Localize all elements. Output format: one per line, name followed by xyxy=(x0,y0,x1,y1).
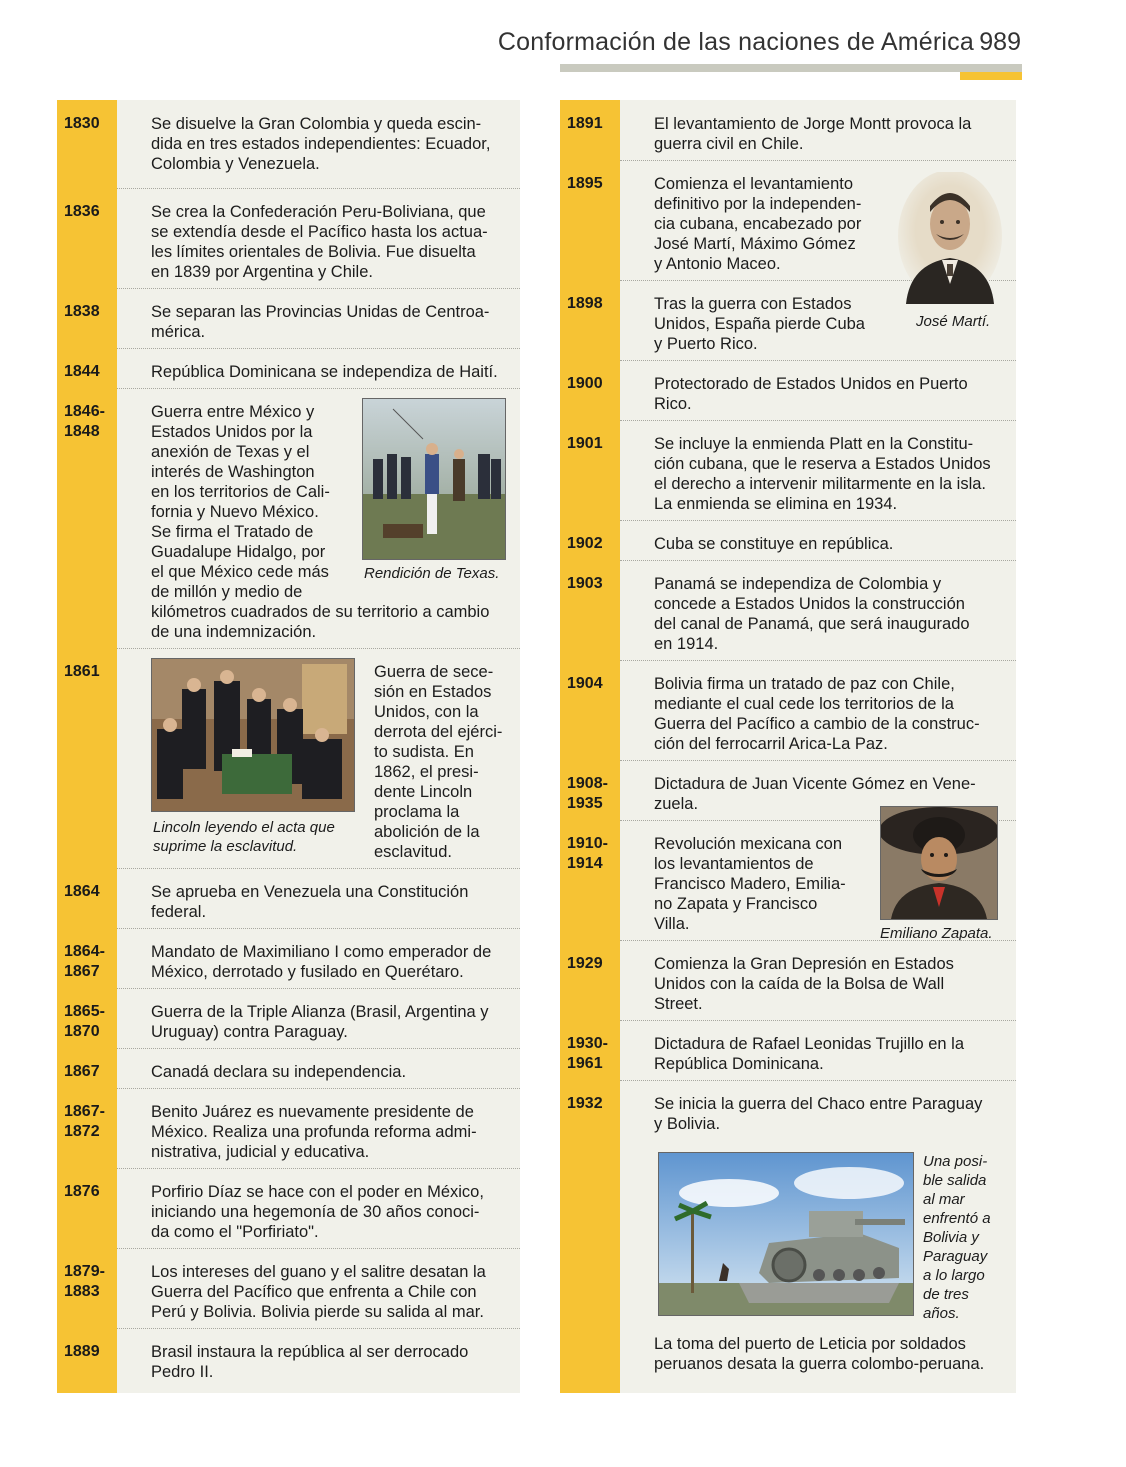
timeline-entry xyxy=(560,420,1016,520)
timeline-entry xyxy=(560,940,1016,1020)
image-caption: Una posi- ble salida al mar enfrentó a Bolivia y Paraguay a lo largo de tres años. xyxy=(923,1153,991,1322)
entry-year: 1901 xyxy=(567,435,603,452)
entry-year: 1932 xyxy=(567,1095,603,1112)
entry-text: Tras la guerra con Estados Unidos, España pierde Cuba y Puerto Rico. xyxy=(654,295,865,353)
timeline-entry xyxy=(57,188,520,288)
entry-year: 1876 xyxy=(64,1183,100,1200)
entry-year: 1929 xyxy=(567,955,603,972)
timeline-entry xyxy=(57,1048,520,1088)
entry-text: Dictadura de Rafael Leonidas Trujillo en la República Dominicana. xyxy=(654,1035,965,1073)
entry-year: 1830 xyxy=(64,115,100,132)
entry-year: 1836 xyxy=(64,203,100,220)
timeline-entry xyxy=(560,100,1016,160)
entry-text: Comienza el levantamiento definitivo por la independen- cia cubana, encabezado por José Martí, Máximo Gómez y Antonio Maceo. xyxy=(654,175,862,273)
entry-year: 1838 xyxy=(64,303,100,320)
entry-year: 1864- 1867 xyxy=(64,943,105,980)
entry-text: Los intereses del guano y el salitre desatan la Guerra del Pacífico que enfrenta a Chile con Perú y Bolivia. Bolivia pierde su salida al mar. xyxy=(151,1263,486,1321)
entry-text: Se incluye la enmienda Platt en la Constitu- ción cubana, que le reserva a Estados Unidos el derecho a intervenir militarmente en la isla. La enmienda se elimina en 1934. xyxy=(654,435,991,513)
entry-year: 1910- 1914 xyxy=(567,835,608,872)
timeline-entry xyxy=(560,820,1016,940)
timeline-entry xyxy=(57,288,520,348)
entry-year: 1908- 1935 xyxy=(567,775,608,812)
entry-year: 1846- 1848 xyxy=(64,403,105,440)
entry-year: 1904 xyxy=(567,675,603,692)
image-caption: Rendición de Texas. xyxy=(364,565,500,582)
timeline-entry xyxy=(57,1168,520,1248)
timeline-entry xyxy=(57,1088,520,1168)
entry-year: 1865- 1870 xyxy=(64,1003,105,1040)
image-caption: Emiliano Zapata. xyxy=(880,925,993,942)
timeline-entry xyxy=(57,348,520,388)
timeline-entry xyxy=(57,1248,520,1328)
entry-text: Se aprueba en Venezuela una Constitución federal. xyxy=(151,883,469,921)
tank-monument-image xyxy=(658,1152,914,1316)
timeline-entry xyxy=(560,560,1016,660)
entry-text: Comienza la Gran Depresión en Estados Unidos con la caída de la Bolsa de Wall Street. xyxy=(654,955,954,1013)
entry-year: 1898 xyxy=(567,295,603,312)
entry-text: Bolivia firma un tratado de paz con Chile, mediante el cual cede los territorios de la Guerra del Pacífico a cambio de la construc- ción del ferrocarril Arica-La Paz. xyxy=(654,675,980,753)
entry-text: Protectorado de Estados Unidos en Puerto Rico. xyxy=(654,375,968,413)
entry-text: Brasil instaura la república al ser derrocado Pedro II. xyxy=(151,1343,469,1381)
entry-year: 1867 xyxy=(64,1063,100,1080)
entry-text: Guerra de sece- sión en Estados Unidos, con la derrota del ejérci- to sudista. En 1862, el presi- dente Lincoln proclama la abolición de la esclavitud. xyxy=(374,663,503,861)
timeline-left xyxy=(57,100,520,1393)
entry-year: 1930- 1961 xyxy=(567,1035,608,1072)
entry-text: Se separan las Provincias Unidas de Centroa- mérica. xyxy=(151,303,490,341)
entry-text: Guerra entre México y Estados Unidos por la anexión de Texas y el interés de Washington en los territorios de Cali- fornia y Nuevo México. Se firma el Tratado de Guadalupe Hidalgo, por el que México cede más de millón y medio de kilómetros cuadrados de su territorio a cambio de una indemnización. xyxy=(151,403,490,641)
timeline-entry xyxy=(57,648,520,868)
entry-year: 1902 xyxy=(567,535,603,552)
timeline-entry xyxy=(57,388,520,648)
timeline-entry xyxy=(57,1328,520,1393)
entry-text: República Dominicana se independiza de Haití. xyxy=(151,363,498,381)
timeline-entry xyxy=(560,660,1016,760)
entry-text: Porfirio Díaz se hace con el poder en México, iniciando una hegemonía de 30 años conoci- da como el "Porfiriato". xyxy=(151,1183,484,1241)
entry-text: Dictadura de Juan Vicente Gómez en Vene- zuela. xyxy=(654,775,976,813)
entry-text: Mandato de Maximiliano I como emperador de México, derrotado y fusilado en Querétaro. xyxy=(151,943,492,981)
entry-text: El levantamiento de Jorge Montt provoca la guerra civil en Chile. xyxy=(654,115,972,153)
image-caption: José Martí. xyxy=(916,313,991,330)
entry-year: 1889 xyxy=(64,1343,100,1360)
timeline-entry xyxy=(560,520,1016,560)
entry-year: 1864 xyxy=(64,883,100,900)
jose-marti-portrait xyxy=(898,172,1002,304)
page-title: Conformación de las naciones de América xyxy=(497,28,974,56)
entry-year: 1879- 1883 xyxy=(64,1263,105,1300)
header-rule xyxy=(560,64,1022,72)
image-caption: Lincoln leyendo el acta que suprime la esclavitud. xyxy=(153,819,335,855)
entry-year: 1891 xyxy=(567,115,603,132)
entry-text: Se inicia la guerra del Chaco entre Paraguay y Bolivia. xyxy=(654,1095,983,1133)
entry-text: Revolución mexicana con los levantamientos de Francisco Madero, Emilia- no Zapata y Francisco Villa. xyxy=(654,835,846,933)
timeline-entry xyxy=(57,868,520,928)
entry-text-continued: La toma del puerto de Leticia por soldados peruanos desata la guerra colombo-peruana. xyxy=(654,1335,985,1373)
timeline-entry xyxy=(57,988,520,1048)
entry-text: Guerra de la Triple Alianza (Brasil, Argentina y Uruguay) contra Paraguay. xyxy=(151,1003,489,1041)
texas-surrender-image xyxy=(362,398,506,560)
entry-year: 1844 xyxy=(64,363,100,380)
lincoln-painting-image xyxy=(151,658,355,812)
timeline-entry xyxy=(57,100,520,188)
entry-year: 1903 xyxy=(567,575,603,592)
entry-year: 1861 xyxy=(64,663,100,680)
timeline-entry xyxy=(560,360,1016,420)
entry-year: 1900 xyxy=(567,375,603,392)
entry-year: 1867- 1872 xyxy=(64,1103,105,1140)
entry-text: Se crea la Confederación Peru-Boliviana, que se extendía desde el Pacífico hasta los actua- les límites orientales de Bolivia. Fue disuelta en 1839 por Argentina y Chile. xyxy=(151,203,488,281)
entry-year: 1895 xyxy=(567,175,603,192)
timeline-entry xyxy=(57,928,520,988)
timeline-entry xyxy=(560,1080,1016,1393)
emiliano-zapata-portrait xyxy=(880,806,998,920)
entry-text: Cuba se constituye en república. xyxy=(654,535,894,553)
entry-text: Se disuelve la Gran Colombia y queda escin- dida en tres estados independientes: Ecuador, Colombia y Venezuela. xyxy=(151,115,491,173)
page-number: 989 xyxy=(979,28,1021,56)
entry-text: Panamá se independiza de Colombia y concede a Estados Unidos la construcción del canal de Panamá, que será inaugurado en 1914. xyxy=(654,575,970,653)
header-accent xyxy=(960,72,1022,80)
timeline-right xyxy=(560,100,1016,1393)
entry-text: Benito Juárez es nuevamente presidente de México. Realiza una profunda reforma admi- nistrativa, judicial y educativa. xyxy=(151,1103,477,1161)
entry-text: Canadá declara su independencia. xyxy=(151,1063,407,1081)
timeline-entry xyxy=(560,1020,1016,1080)
